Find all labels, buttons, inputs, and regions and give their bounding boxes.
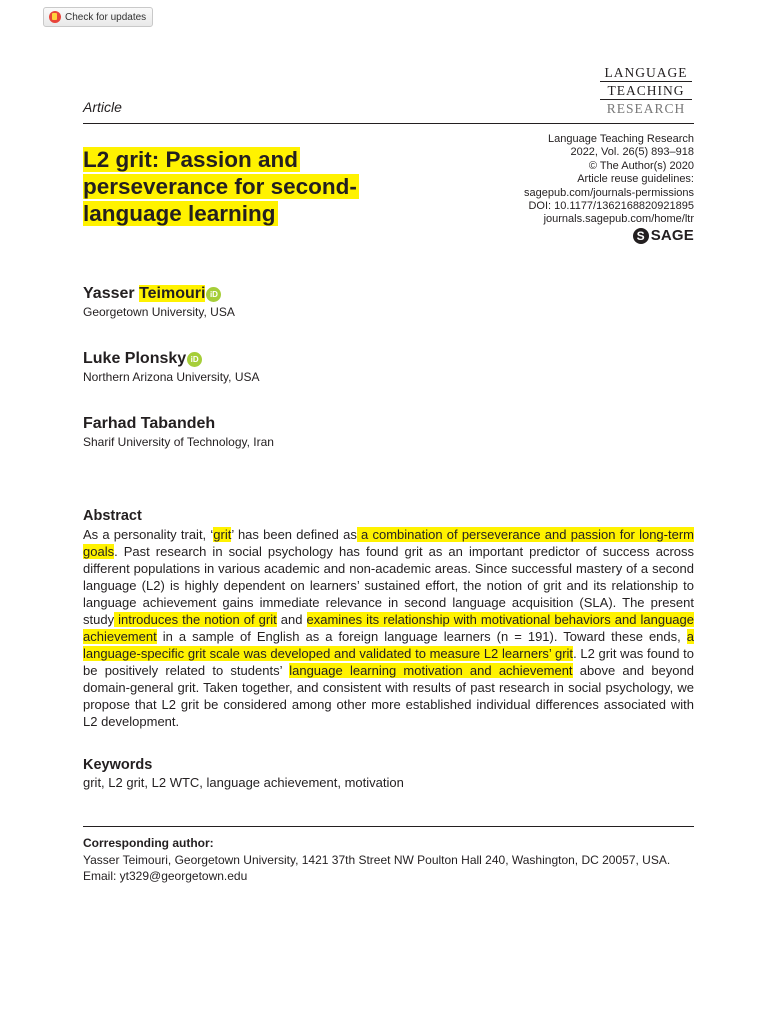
keywords-heading: Keywords [83, 757, 153, 773]
article-title [83, 146, 443, 227]
author-affiliation: Sharif University of Technology, Iran [83, 435, 274, 449]
article-type-label: Article [83, 99, 122, 115]
abstract-highlight: grit [213, 527, 232, 542]
sage-s-icon: S [633, 228, 649, 244]
abstract-segment: . Past research in social psychology has found grit as an important predictor of success across different populations in various academic and non-academic areas. Since successful mastery of a second language (L2) is highly dependent on learners’ sustained effort, the notion of grit and its relationship to language achievement gains immediate relevance in second language acquisition (SLA). The present study [83, 544, 694, 627]
author-name [83, 285, 221, 303]
abstract-segment: As a personality trait, ‘ [83, 527, 214, 542]
author-last-name: Plonsky [124, 350, 187, 367]
reuse-guidelines: Article reuse guidelines: [577, 173, 694, 186]
author-last-name: Teimouri [139, 285, 206, 302]
author-name [83, 415, 215, 433]
corresponding-author-email[interactable]: Email: yt329@georgetown.edu [83, 869, 248, 883]
abstract-heading: Abstract [83, 508, 142, 524]
footer-divider [83, 826, 694, 827]
author-affiliation: Georgetown University, USA [83, 305, 235, 319]
abstract-segment: in a sample of English as a foreign language learners (n = 191). Toward these ends, [156, 629, 687, 644]
journal-homepage-link[interactable]: journals.sagepub.com/home/ltr [543, 213, 694, 226]
doi-link[interactable]: DOI: 10.1177/1362168820921895 [528, 200, 694, 213]
check-for-updates-label: Check for updates [65, 11, 147, 23]
abstract-segment: and [276, 612, 307, 627]
orcid-icon[interactable]: iD [187, 352, 202, 367]
check-for-updates-button[interactable] [43, 7, 153, 27]
author-last-name: Tabandeh [140, 415, 216, 432]
masthead-line-1: LANGUAGE [600, 64, 692, 82]
abstract-highlight: examines its relationship with motivational behaviors and language achievement [83, 612, 695, 644]
journal-name: Language Teaching Research [548, 133, 694, 145]
publisher-name: SAGE [650, 227, 694, 244]
volume-info: 2022, Vol. 26(5) 893–918 [570, 146, 694, 159]
author-name [83, 350, 202, 368]
author-first-name: Farhad [83, 415, 141, 432]
author-affiliation: Northern Arizona University, USA [83, 370, 260, 384]
author-first-name: Yasser [83, 285, 140, 302]
orcid-icon[interactable]: iD [206, 287, 221, 302]
header-divider [83, 123, 694, 124]
corresponding-author-address: Yasser Teimouri, Georgetown University, 1421 37th Street NW Poulton Hall 240, Washington, DC 20057, USA. [83, 853, 671, 867]
publisher-logo [633, 227, 694, 244]
masthead-line-3: RESEARCH [606, 101, 686, 116]
masthead-line-2: TEACHING [600, 82, 692, 100]
abstract-segment: ’ has been defined as [231, 527, 357, 542]
abstract-highlight: introduces the notion of grit [114, 612, 277, 627]
crossmark-icon [49, 11, 61, 23]
article-title-text: L2 grit: Passion and perseverance for second-language learning [83, 147, 357, 226]
abstract-segment: . L2 grit was found to be positively related to students’ [83, 646, 695, 678]
copyright: © The Author(s) 2020 [588, 159, 694, 172]
abstract-highlight: language learning motivation and achievement [289, 663, 573, 678]
abstract-highlight: a language-specific grit scale was developed and validated to measure L2 learners’ grit [83, 629, 694, 661]
corresponding-author-heading: Corresponding author: [83, 836, 214, 850]
abstract-highlight: a combination of perseverance and passion for long-term goals [83, 527, 694, 559]
author-first-name: Luke [83, 350, 125, 367]
abstract-segment: above and beyond domain-general grit. Taken together, and consistent with results of past research in social psychology, we propose that L2 grit be considered among other more established individual differences associated with L2 development. [83, 663, 694, 729]
publication-info [434, 133, 694, 227]
keywords-list: grit, L2 grit, L2 WTC, language achievement, motivation [83, 775, 404, 790]
abstract-body [83, 526, 694, 730]
corresponding-author-details [83, 852, 694, 884]
journal-masthead [600, 64, 692, 117]
permissions-link[interactable]: sagepub.com/journals-permissions [524, 186, 694, 199]
